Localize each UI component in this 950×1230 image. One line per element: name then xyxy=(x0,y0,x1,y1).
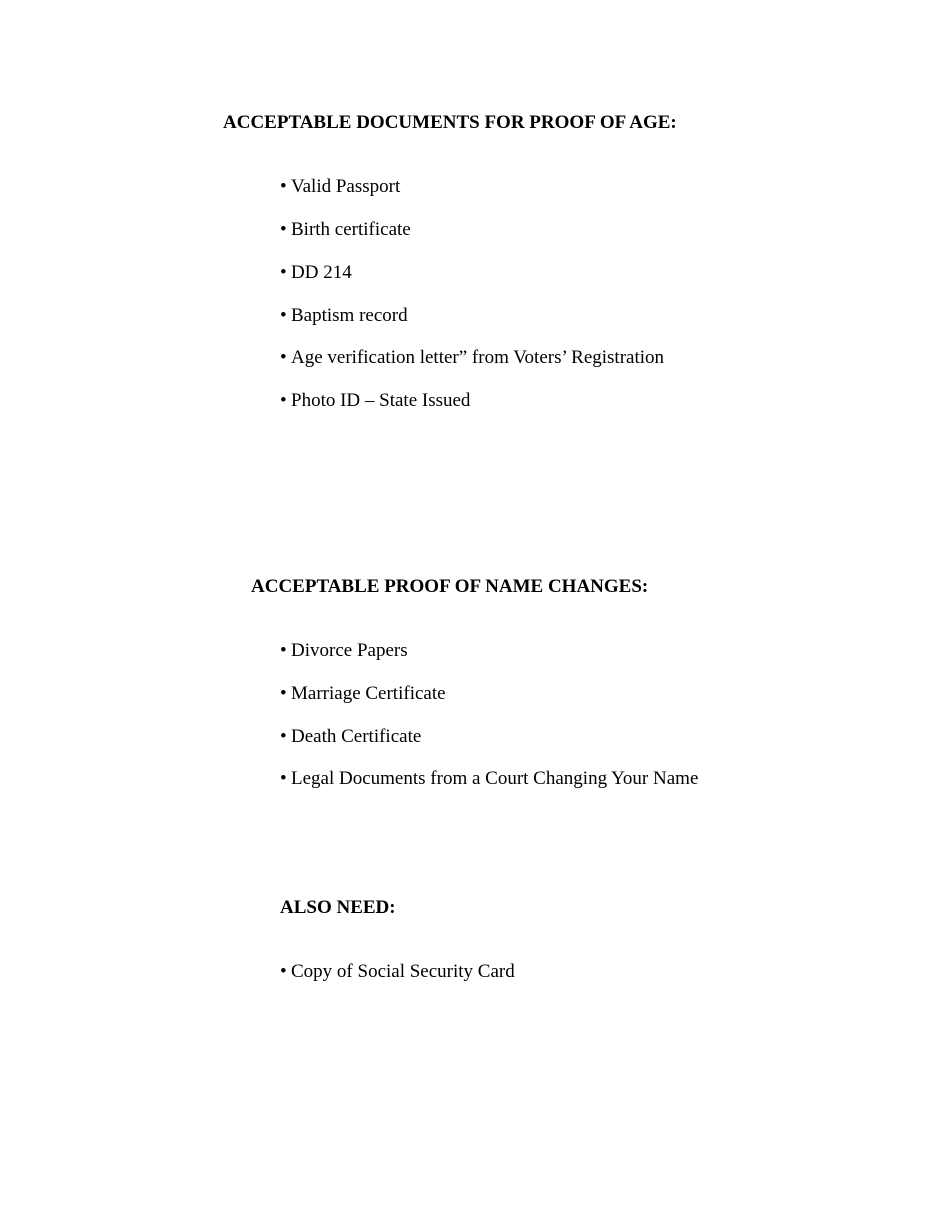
name-changes-heading: ACCEPTABLE PROOF OF NAME CHANGES: xyxy=(251,576,649,597)
proof-of-age-heading: ACCEPTABLE DOCUMENTS FOR PROOF OF AGE: xyxy=(223,112,677,133)
list-item xyxy=(280,390,470,412)
list-item xyxy=(280,683,446,705)
also-need-heading: ALSO NEED: xyxy=(280,897,396,918)
bullet-icon: • xyxy=(280,262,287,283)
bullet-icon: • xyxy=(280,219,287,240)
list-item xyxy=(280,640,408,662)
list-item-text: Age verification letter” from Voters’ Registration xyxy=(291,347,665,368)
list-item-text: Marriage Certificate xyxy=(291,683,446,704)
bullet-icon: • xyxy=(280,390,287,411)
list-item-text: Photo ID – State Issued xyxy=(291,390,471,411)
list-item xyxy=(280,347,664,369)
list-item xyxy=(280,768,698,790)
list-item xyxy=(280,961,515,983)
bullet-icon: • xyxy=(280,961,287,982)
list-item-text: Divorce Papers xyxy=(291,640,408,661)
bullet-icon: • xyxy=(280,768,287,789)
list-item-text: Death Certificate xyxy=(291,726,422,747)
list-item xyxy=(280,176,400,198)
list-item xyxy=(280,305,408,327)
list-item-text: DD 214 xyxy=(291,262,352,283)
bullet-icon: • xyxy=(280,347,287,368)
bullet-icon: • xyxy=(280,683,287,704)
bullet-icon: • xyxy=(280,305,287,326)
bullet-icon: • xyxy=(280,726,287,747)
bullet-icon: • xyxy=(280,176,287,197)
list-item-text: Baptism record xyxy=(291,305,408,326)
list-item xyxy=(280,262,352,284)
list-item xyxy=(280,726,421,748)
list-item-text: Legal Documents from a Court Changing Your Name xyxy=(291,768,699,789)
list-item-text: Valid Passport xyxy=(291,176,401,197)
bullet-icon: • xyxy=(280,640,287,661)
list-item xyxy=(280,219,411,241)
list-item-text: Birth certificate xyxy=(291,219,411,240)
list-item-text: Copy of Social Security Card xyxy=(291,961,515,982)
